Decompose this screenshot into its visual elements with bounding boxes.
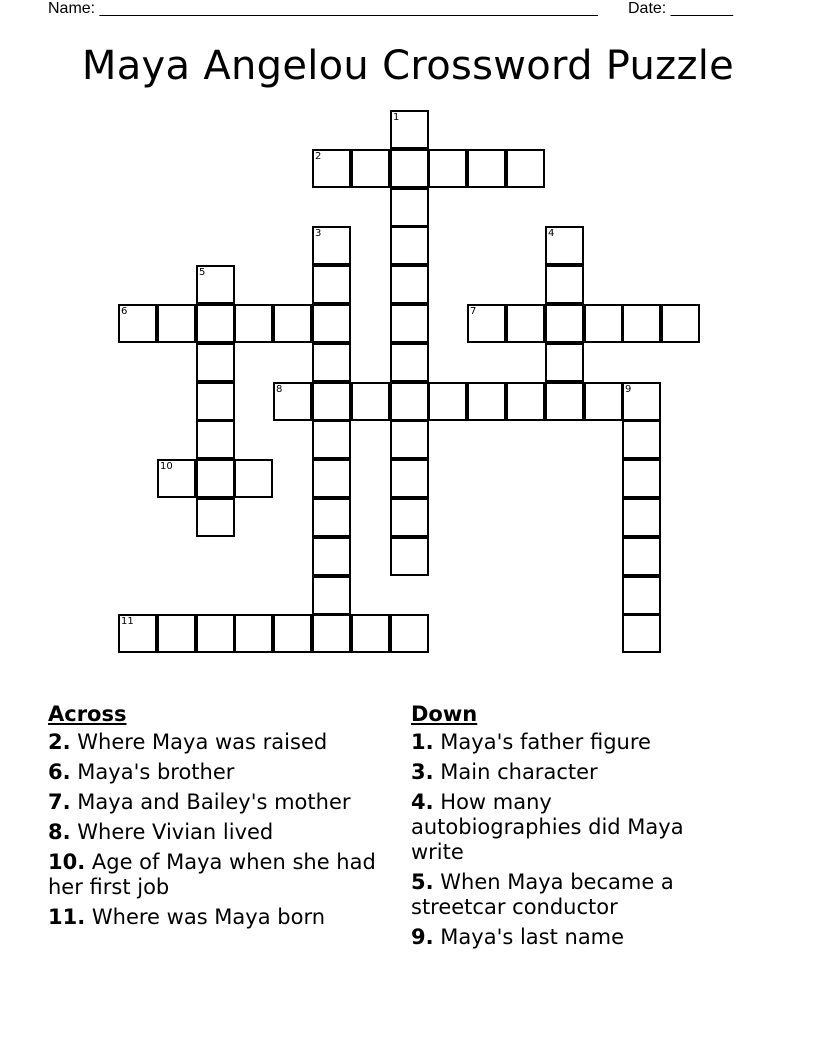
grid-cell[interactable] [467,382,506,421]
grid-cell[interactable] [312,304,351,343]
clue-text: When Maya became a streetcar conductor [411,870,674,919]
grid-cell[interactable] [157,459,196,498]
page-title: Maya Angelou Crossword Puzzle [81,43,735,89]
down-clue-9 [411,925,711,950]
clue-number: 3. [411,760,434,784]
down-clues [411,702,711,955]
cell-number: 9 [625,384,632,395]
grid-cell[interactable] [157,614,196,653]
grid-cell[interactable] [506,382,545,421]
grid-cell[interactable] [622,420,661,459]
clue-number: 7. [48,790,71,814]
clue-text: Maya and Bailey's mother [77,790,351,814]
grid-cell[interactable] [312,226,351,265]
grid-cell[interactable] [545,265,584,304]
grid-cell[interactable] [312,265,351,304]
grid-cell[interactable] [312,614,351,653]
grid-cell[interactable] [622,537,661,576]
grid-cell[interactable] [428,149,467,188]
grid-cell[interactable] [312,459,351,498]
grid-cell[interactable] [234,614,273,653]
clue-text: Maya's brother [77,760,235,784]
grid-cell[interactable] [506,149,545,188]
grid-cell[interactable] [584,382,623,421]
clue-text: How many autobiographies did Maya write [411,790,684,864]
grid-cell[interactable] [312,149,351,188]
grid-cell[interactable] [390,188,429,227]
cell-number: 4 [548,228,555,239]
clue-number: 11. [48,905,86,929]
across-clue-7 [48,790,378,815]
grid-cell[interactable] [390,459,429,498]
grid-cell[interactable] [196,420,235,459]
across-clues [48,702,378,935]
grid-cell[interactable] [196,343,235,382]
clue-number: 8. [48,820,71,844]
grid-cell[interactable] [545,226,584,265]
clue-number: 10. [48,850,86,874]
grid-cell[interactable] [196,382,235,421]
clue-number: 9. [411,925,434,949]
clue-text: Main character [440,760,598,784]
across-clue-6 [48,760,378,785]
cell-number: 1 [393,112,400,123]
grid-cell[interactable] [428,382,467,421]
across-clue-2 [48,730,378,755]
cell-number: 10 [160,461,173,472]
grid-cell[interactable] [351,614,390,653]
grid-cell[interactable] [390,304,429,343]
grid-cell[interactable] [234,459,273,498]
name-field-label: Name: ________________________________________________________ [48,0,598,17]
grid-cell[interactable] [584,304,623,343]
grid-cell[interactable] [622,382,661,421]
grid-cell[interactable] [467,304,506,343]
grid-cell[interactable] [390,110,429,149]
grid-cell[interactable] [545,343,584,382]
date-field-label: Date: _______ [628,0,733,17]
grid-cell[interactable] [545,382,584,421]
cell-number: 11 [121,616,134,627]
grid-cell[interactable] [312,537,351,576]
grid-cell[interactable] [390,537,429,576]
clue-number: 4. [411,790,434,814]
grid-cell[interactable] [196,265,235,304]
grid-cell[interactable] [312,498,351,537]
down-heading: Down [411,702,478,726]
cell-number: 3 [315,228,322,239]
grid-cell[interactable] [196,614,235,653]
grid-cell[interactable] [312,576,351,615]
across-clue-8 [48,820,378,845]
clue-text: Where Vivian lived [77,820,274,844]
grid-cell[interactable] [390,420,429,459]
grid-cell[interactable] [622,614,661,653]
clue-text: Maya's father figure [440,730,651,754]
grid-cell[interactable] [196,304,235,343]
grid-cell[interactable] [661,304,700,343]
across-heading: Across [48,702,127,726]
grid-cell[interactable] [273,614,312,653]
grid-cell[interactable] [622,498,661,537]
cell-number: 6 [121,306,128,317]
grid-cell[interactable] [273,382,312,421]
clue-text: Where Maya was raised [77,730,328,754]
grid-cell[interactable] [157,304,196,343]
grid-cell[interactable] [312,382,351,421]
grid-cell[interactable] [390,226,429,265]
cell-number: 2 [315,151,322,162]
cell-number: 5 [199,267,206,278]
grid-cell[interactable] [390,149,429,188]
grid-cell[interactable] [622,576,661,615]
grid-cell[interactable] [196,459,235,498]
clue-number: 2. [48,730,71,754]
grid-cell[interactable] [390,614,429,653]
cell-number: 8 [276,384,283,395]
clue-number: 1. [411,730,434,754]
grid-cell[interactable] [273,304,312,343]
grid-cell[interactable] [351,382,390,421]
grid-cell[interactable] [467,149,506,188]
cell-number: 7 [470,306,477,317]
grid-cell[interactable] [622,459,661,498]
clue-text: Age of Maya when she had her first job [48,850,376,899]
grid-cell[interactable] [118,614,157,653]
grid-cell[interactable] [506,304,545,343]
clue-text: Maya's last name [440,925,625,949]
down-clue-4 [411,790,711,865]
down-clue-3 [411,760,711,785]
grid-cell[interactable] [312,420,351,459]
grid-cell[interactable] [234,304,273,343]
grid-cell[interactable] [196,498,235,537]
grid-cell[interactable] [622,304,661,343]
across-clue-10 [48,850,378,900]
grid-cell[interactable] [312,343,351,382]
grid-cell[interactable] [390,382,429,421]
grid-cell[interactable] [390,265,429,304]
clue-text: Where was Maya born [91,905,326,929]
down-clue-1 [411,730,711,755]
down-clue-5 [411,870,711,920]
clue-number: 5. [411,870,434,894]
clue-number: 6. [48,760,71,784]
grid-cell[interactable] [351,149,390,188]
grid-cell[interactable] [390,343,429,382]
grid-cell[interactable] [390,498,429,537]
grid-cell[interactable] [545,304,584,343]
across-clue-11 [48,905,378,930]
grid-cell[interactable] [118,304,157,343]
